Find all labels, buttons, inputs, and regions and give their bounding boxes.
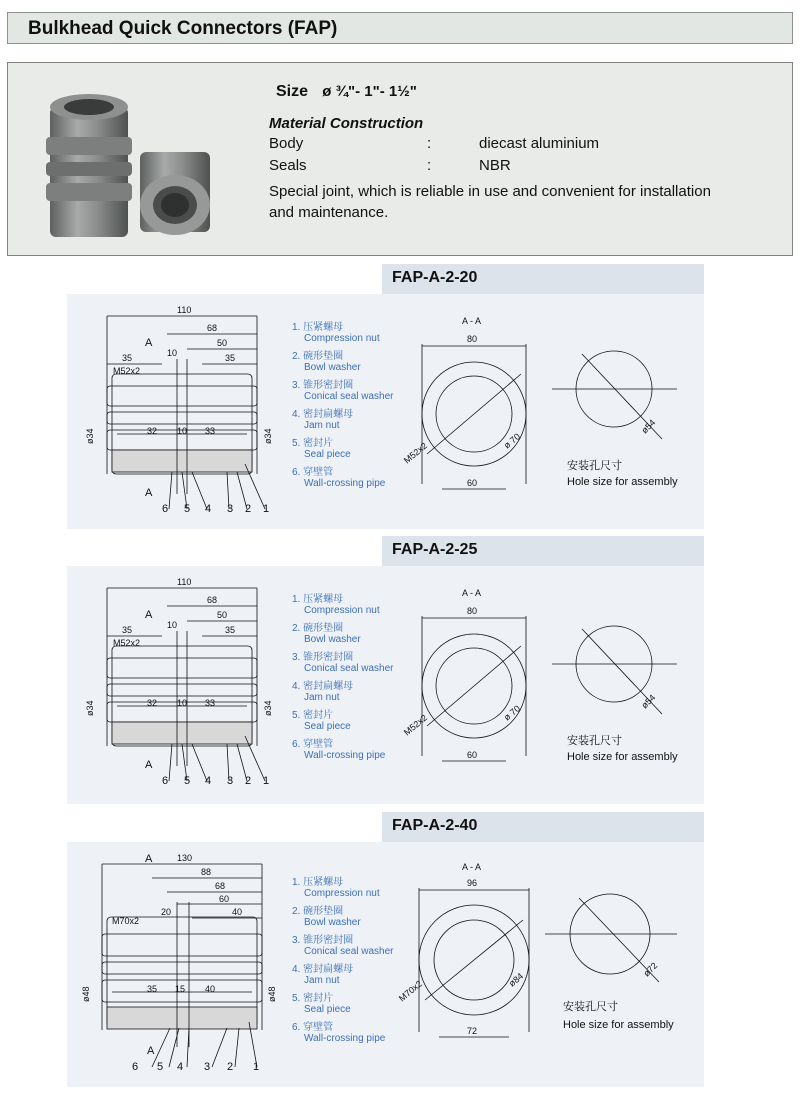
section-marker-bottom: A	[145, 487, 153, 499]
dim-68: 68	[207, 595, 218, 605]
section-bottom-dim: 72	[467, 1026, 478, 1036]
dim-33: 33	[205, 698, 216, 708]
legend-item: 1. 压紧螺母 Compression nut	[292, 322, 380, 344]
assembly-cn: 安装孔尺寸	[563, 1001, 618, 1013]
dia-right: ø34	[263, 700, 273, 716]
thread-size: M52x2	[113, 366, 141, 376]
drawing-panel-1	[67, 294, 704, 529]
dim-40b: 40	[205, 984, 216, 994]
dia-left: ø34	[85, 700, 95, 716]
size-line	[276, 83, 417, 101]
dim-10: 10	[167, 348, 178, 358]
dim-20: 20	[161, 907, 172, 917]
dia-right: ø34	[263, 428, 273, 444]
part-number: 5	[157, 1061, 164, 1073]
assembly-en: Hole size for assembly	[567, 476, 678, 488]
material-value: diecast aluminium	[479, 135, 600, 152]
legend-item: 5. 密封片 Seal piece	[292, 993, 351, 1015]
parts-legend	[292, 877, 394, 1051]
legend-item: 1. 压紧螺母 Compression nut	[292, 877, 380, 899]
dim-88: 88	[201, 867, 212, 877]
part-number: 4	[205, 775, 212, 787]
hole-dia: ø54	[639, 692, 658, 711]
drawing-panel-3	[67, 842, 704, 1087]
section-bottom-dim: 60	[467, 750, 478, 760]
drawing-panel-2	[67, 566, 704, 804]
page-title-bar	[7, 12, 793, 44]
section-top-dim: 96	[467, 878, 478, 888]
material-part: Seals	[269, 157, 307, 174]
dim-35-left: 35	[122, 625, 133, 635]
part-number: 6	[162, 503, 169, 515]
section-dia: ø 70	[501, 703, 523, 723]
legend-item: 5. 密封片 Seal piece	[292, 438, 351, 460]
model-name: FAP-A-2-20	[392, 269, 478, 286]
dim-50: 50	[217, 338, 228, 348]
dim-overall: 130	[177, 853, 193, 863]
part-number: 4	[205, 503, 212, 515]
legend-item: 3. 锥形密封圈 Conical seal washer	[292, 380, 394, 402]
dim-40: 40	[232, 907, 243, 917]
hole-dia: ø54	[639, 417, 658, 436]
section-marker-top: A	[145, 337, 153, 349]
model-name: FAP-A-2-25	[392, 541, 478, 558]
parts-legend	[292, 594, 394, 768]
section-marker-top: A	[145, 609, 153, 621]
section-bottom-dim: 60	[467, 478, 478, 488]
part-number: 1	[253, 1061, 260, 1073]
thread-size: M52x2	[113, 638, 141, 648]
hole-dia: ø72	[641, 960, 660, 979]
dia-right: ø48	[267, 986, 277, 1002]
dim-overall: 110	[177, 577, 192, 587]
dim-10: 10	[167, 620, 178, 630]
material-sep: :	[427, 157, 432, 174]
legend-item: 4. 密封扁螺母 Jam nut	[292, 964, 354, 986]
legend-item: 4. 密封扁螺母 Jam nut	[292, 409, 354, 431]
dim-35-left: 35	[122, 353, 133, 363]
assembly-en: Hole size for assembly	[567, 751, 678, 763]
dia-left: ø48	[81, 986, 91, 1002]
section-dia: ø 70	[501, 431, 523, 451]
part-number: 5	[184, 775, 191, 787]
product-photo	[38, 77, 228, 247]
dim-32: 32	[147, 698, 158, 708]
section-dia: ø84	[506, 970, 526, 989]
material-sep: :	[427, 135, 432, 152]
part-number: 2	[245, 775, 252, 787]
section-top-dim: 80	[467, 606, 478, 616]
product-description: Special joint, which is reliable in use and convenient for installation and maintenance.	[269, 183, 711, 221]
dim-overall: 110	[177, 305, 192, 315]
dim-68: 68	[207, 323, 218, 333]
legend-item: 2. 碗形垫圈 Bowl washer	[292, 623, 361, 645]
part-number: 2	[227, 1061, 234, 1073]
section-top-dim: 80	[467, 334, 478, 344]
size-label: Size	[276, 83, 309, 100]
dim-60: 60	[219, 894, 230, 904]
section-thread: M52x2	[401, 440, 429, 466]
section-label: A - A	[462, 862, 482, 872]
dim-15: 15	[175, 984, 186, 994]
part-number: 6	[162, 775, 169, 787]
product-info-box	[7, 62, 793, 256]
model-header-2	[382, 536, 704, 566]
dim-32: 32	[147, 426, 158, 436]
section-marker-bottom: A	[145, 759, 153, 771]
legend-item: 5. 密封片 Seal piece	[292, 710, 351, 732]
material-part: Body	[269, 135, 304, 152]
legend-item: 6. 穿壁管 Wall-crossing pipe	[292, 1022, 386, 1044]
section-label: A - A	[462, 316, 482, 326]
legend-item: 6. 穿壁管 Wall-crossing pipe	[292, 467, 386, 489]
dia-left: ø34	[85, 428, 95, 444]
part-number: 4	[177, 1061, 184, 1073]
section-thread: M52x2	[401, 712, 429, 738]
legend-item: 1. 压紧螺母 Compression nut	[292, 594, 380, 616]
part-number: 2	[245, 503, 252, 515]
section-label: A - A	[462, 588, 482, 598]
dim-35: 35	[147, 984, 158, 994]
assembly-en: Hole size for assembly	[563, 1019, 674, 1031]
model-header-1	[382, 264, 704, 294]
section-marker-top: A	[145, 853, 153, 865]
part-number: 3	[227, 503, 234, 515]
part-number: 1	[263, 775, 270, 787]
dim-35-right: 35	[225, 625, 236, 635]
legend-item: 2. 碗形垫圈 Bowl washer	[292, 906, 361, 928]
model-header-3	[382, 812, 704, 842]
section-thread: M70x2	[396, 978, 424, 1004]
material-value: NBR	[479, 157, 511, 174]
parts-legend	[292, 322, 394, 496]
dim-50: 50	[217, 610, 228, 620]
model-name: FAP-A-2-40	[392, 817, 478, 834]
dim-35-right: 35	[225, 353, 236, 363]
dim-b10: 10	[177, 426, 188, 436]
part-number: 3	[227, 775, 234, 787]
part-number: 3	[204, 1061, 211, 1073]
part-number: 1	[263, 503, 270, 515]
size-value: ø ¾"- 1"- 1½"	[322, 83, 417, 100]
thread-size: M70x2	[112, 916, 140, 926]
part-number: 6	[132, 1061, 139, 1073]
dim-b10: 10	[177, 698, 188, 708]
part-number: 5	[184, 503, 191, 515]
material-title: Material Construction	[269, 115, 424, 132]
legend-item: 3. 锥形密封圈 Conical seal washer	[292, 935, 394, 957]
legend-item: 3. 锥形密封圈 Conical seal washer	[292, 652, 394, 674]
legend-item: 4. 密封扁螺母 Jam nut	[292, 681, 354, 703]
dim-68: 68	[215, 881, 226, 891]
section-marker-bottom: A	[147, 1045, 155, 1057]
page-title: Bulkhead Quick Connectors (FAP)	[28, 18, 338, 39]
assembly-cn: 安装孔尺寸	[567, 735, 622, 747]
legend-item: 6. 穿壁管 Wall-crossing pipe	[292, 739, 386, 761]
assembly-cn: 安装孔尺寸	[567, 460, 622, 472]
dim-33: 33	[205, 426, 216, 436]
legend-item: 2. 碗形垫圈 Bowl washer	[292, 351, 361, 373]
